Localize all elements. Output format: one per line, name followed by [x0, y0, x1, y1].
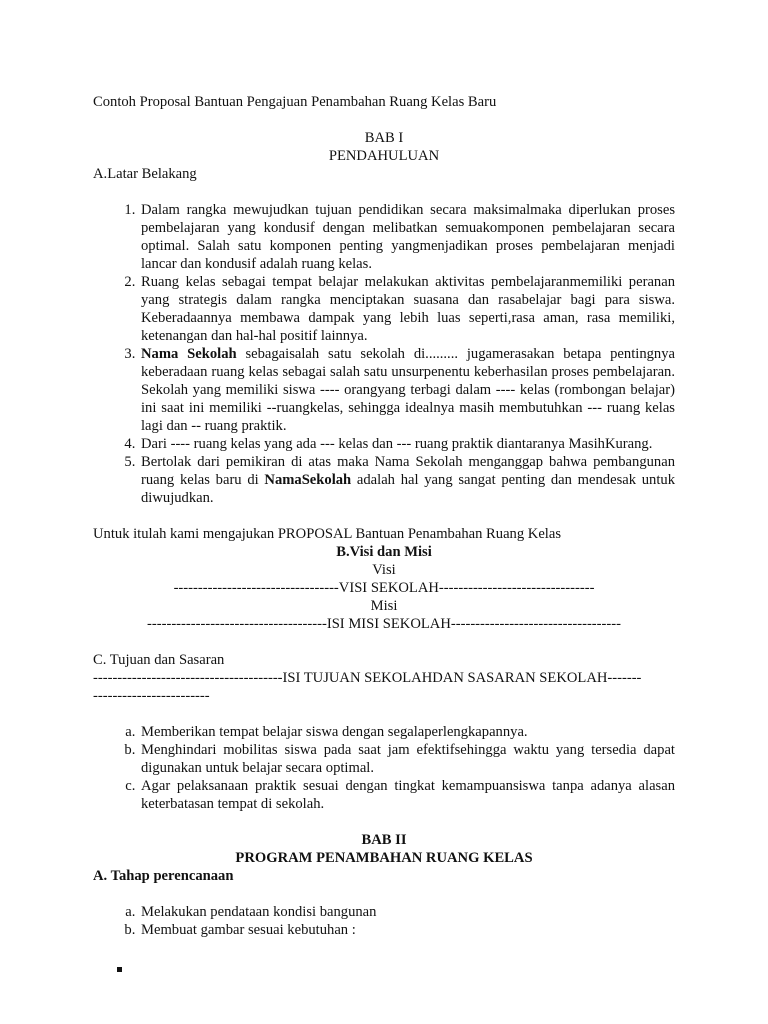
tujuan-placeholder-line: ------------------------: [93, 688, 210, 704]
list-item-text: sebagaisalah satu sekolah di......... jugamerasakan betapa pentingnya keberadaan ruang kelas sebagai salah satu unsurpenentu keberhasilan proses pembelajaran. Sekolah yang memiliki siswa ---- orangyang terbagi dalam ---- kelas (rombongan belajar) ini saat ini memiliki --ruangkelas, sehingga idealnya masih membutuhkan --- ruang kelas lagi dan -- ruang praktik.: [141, 346, 675, 434]
list-item: a. Memberikan tempat belajar siswa dengan segalaperlengkapannya.: [139, 723, 675, 741]
list-item-text: Dalam rangka mewujudkan tujuan pendidikan secara maksimalmaka diperlukan proses pembelajaran yang kondusif dengan melibatkan semuakomponen pembelajaran secara optimal. Salah satu komponen penting yangmenjadikan proses pembelajaran menjadi lancar dan kondusif adalah ruang kelas.: [141, 202, 675, 272]
square-bullet-icon: [117, 967, 122, 972]
tahap-perencanaan-heading: A. Tahap perencanaan: [93, 868, 234, 884]
list-item-text: Bertolak dari pemikiran di atas maka Nama Sekolah menganggap bahwa pembangunan ruang kelas baru di: [141, 454, 675, 488]
list-item: [139, 435, 675, 453]
perencanaan-list: [93, 903, 675, 939]
tujuan-list: [93, 723, 675, 813]
section-a-heading: A.Latar Belakang: [93, 166, 197, 182]
list-item: b. Membuat gambar sesuai kebutuhan :: [139, 921, 675, 939]
closing-paragraph: Untuk itulah kami mengajukan PROPOSAL Bantuan Penambahan Ruang Kelas: [93, 526, 562, 542]
list-item: b. Menghindari mobilitas siswa pada saat jam efektifsehingga waktu yang tersedia dapat digunakan untuk belajar secara optimal.: [139, 741, 675, 777]
bab2-title: PROGRAM PENAMBAHAN RUANG KELAS: [235, 850, 533, 866]
misi-value: -------------------------------------ISI MISI SEKOLAH-----------------------------------: [147, 616, 621, 632]
list-item-text: Ruang kelas sebagai tempat belajar melakukan aktivitas pembelajaranmemiliki peranan yang strategis dalam rangka menciptakan suasana dan rasabelajar bagi para siswa. Keberadaannya membawa dampak yang lebih luas seperti,rasa aman, rasa memiliki, ketenangan dan hal-hal positif lainnya.: [141, 274, 675, 344]
list-item: [139, 453, 675, 507]
visi-label: Visi: [372, 562, 396, 578]
visi-value: ----------------------------------VISI SEKOLAH--------------------------------: [173, 580, 595, 596]
latar-belakang-list: [93, 201, 675, 507]
document-page: [93, 93, 675, 939]
tujuan-placeholder-line: ---------------------------------------ISI TUJUAN SEKOLAHDAN SASARAN SEKOLAH-------: [93, 670, 642, 686]
list-item: [139, 345, 675, 435]
document-title: Contoh Proposal Bantuan Pengajuan Penambahan Ruang Kelas Baru: [93, 94, 497, 110]
list-item: a. Melakukan pendataan kondisi bangunan: [139, 903, 675, 921]
bab1-title: PENDAHULUAN: [328, 148, 440, 164]
school-name-bold: NamaSekolah: [264, 472, 352, 488]
list-item: [139, 273, 675, 345]
bab2-label: BAB II: [361, 832, 407, 848]
section-b-heading: B.Visi dan Misi: [336, 544, 432, 560]
list-item: c. Agar pelaksanaan praktik sesuai dengan tingkat kemampuansiswa tanpa adanya alasan keterbatasan tempat di sekolah.: [139, 777, 675, 813]
list-item-text: Dari ---- ruang kelas yang ada --- kelas dan --- ruang praktik diantaranya MasihKurang.: [141, 436, 653, 452]
misi-label: Misi: [370, 598, 398, 614]
list-item: [139, 201, 675, 273]
section-c-heading: C. Tujuan dan Sasaran: [93, 652, 225, 668]
school-name-bold: Nama Sekolah: [141, 346, 237, 362]
bab1-label: BAB I: [364, 130, 404, 146]
list-item-text: adalah hal yang sangat penting dan mendesak untuk diwujudkan.: [141, 472, 675, 506]
